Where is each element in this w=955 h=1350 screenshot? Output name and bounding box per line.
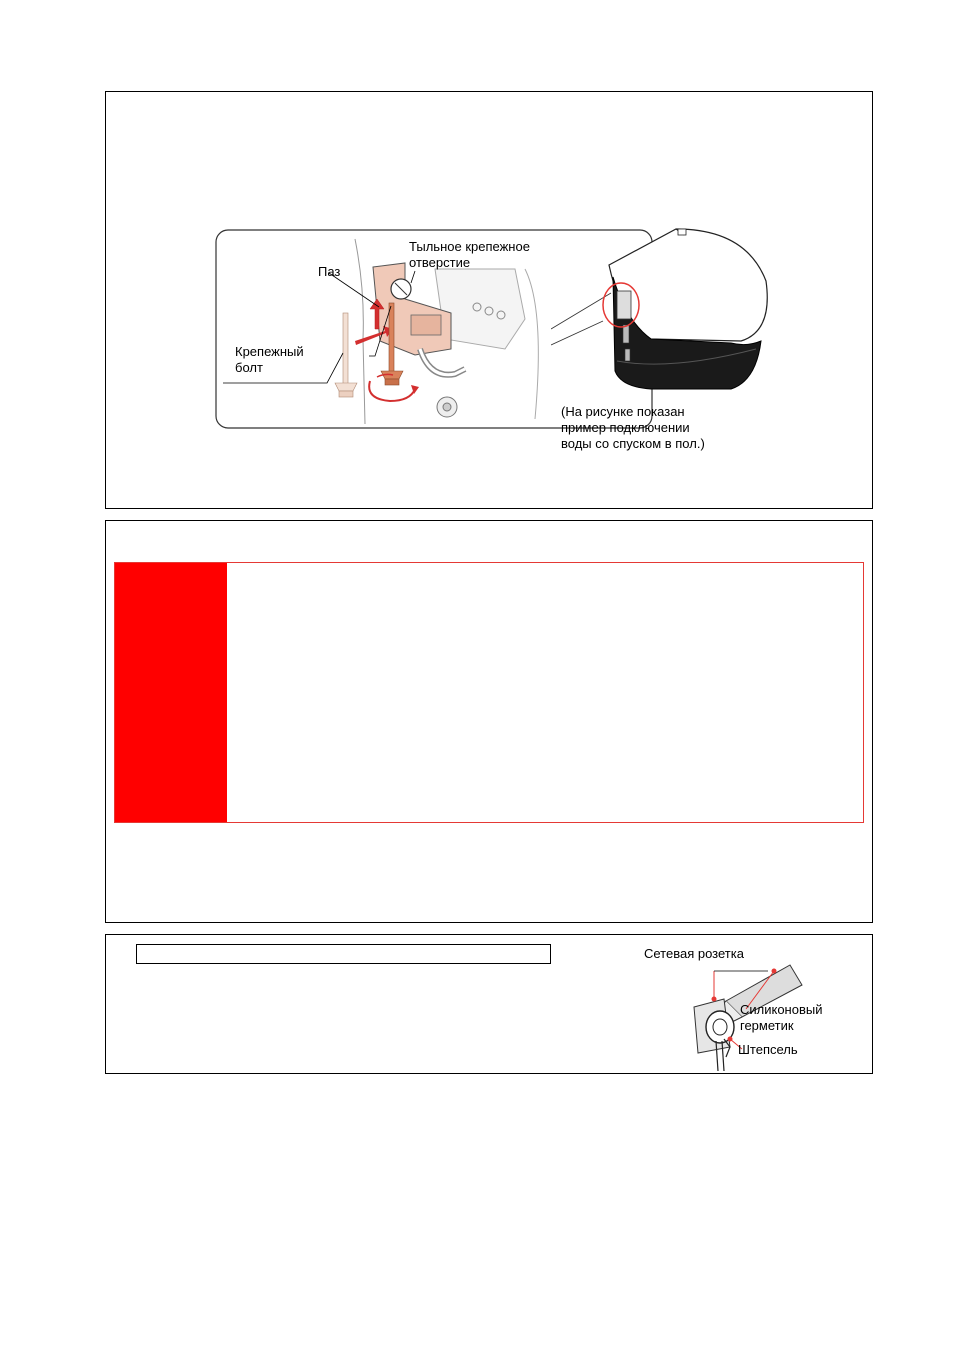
label-plug: Штепсель xyxy=(738,1042,798,1057)
label-silicone-sealant: Силиконовый герметик xyxy=(740,1002,823,1033)
warning-panel xyxy=(114,562,864,823)
warning-section-box xyxy=(105,520,873,923)
power-socket-box xyxy=(105,934,873,1074)
label-rear-mounting-hole: Тыльное крепежное отверстие xyxy=(409,239,530,270)
warning-red-bar xyxy=(115,563,227,822)
mounting-instruction-box xyxy=(105,91,873,509)
label-groove: Паз xyxy=(318,264,341,279)
label-power-socket: Сетевая розетка xyxy=(644,946,744,961)
text-frame xyxy=(136,944,551,964)
toilet-overview-drawing xyxy=(551,221,776,411)
figure-caption: (На рисунке показан пример подключении воды со спуском в пол.) xyxy=(561,404,705,451)
label-mounting-bolt: Крепежный болт xyxy=(235,344,304,375)
